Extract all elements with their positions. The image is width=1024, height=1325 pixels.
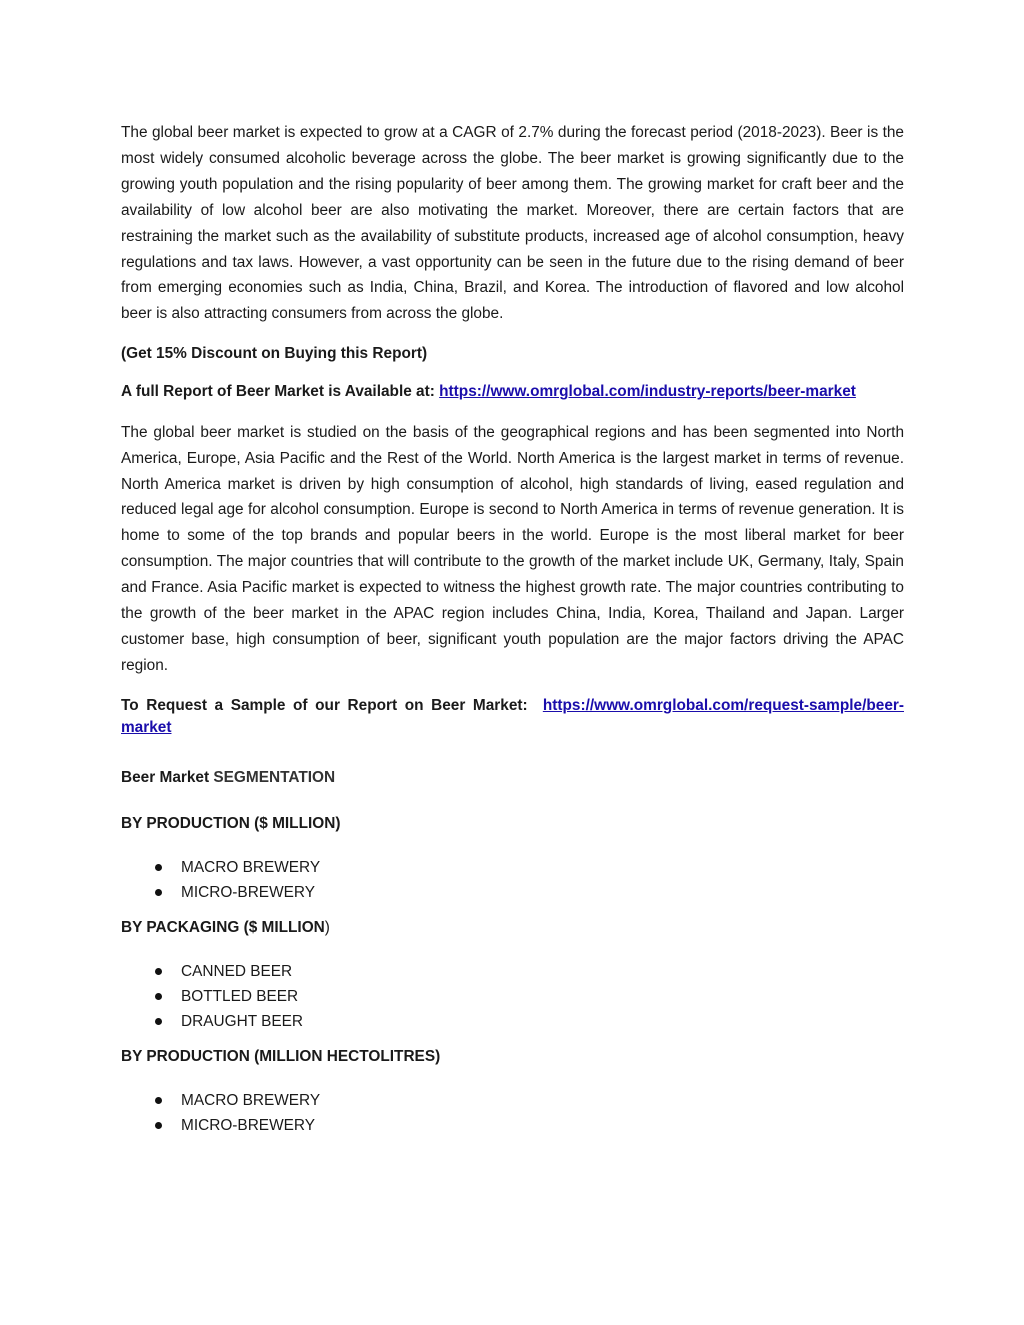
segment-heading-text: BY PRODUCTION ($ MILLION): [121, 814, 341, 832]
segment-heading-text: BY PRODUCTION (MILLION HECTOLITRES): [121, 1047, 441, 1065]
list-item-label: DRAUGHT BEER: [181, 1012, 304, 1030]
discount-text: (Get 15% Discount on Buying this Report): [121, 345, 428, 363]
list-item-label: CANNED BEER: [181, 962, 293, 980]
regions-paragraph: The global beer market is studied on the basis of the geographical regions and has been segmented into North America, Europe, Asia Pacific and the Rest of the World. North America is the largest market in terms of revenue. North America market is driven by high consumption of alcohol, high standards of living, eased regulation and reduced legal age for alcohol consumption. Europe is second to North America in terms of revenue generation. It is home to some of the top brands and popular beers in the world. Europe is the most liberal market for beer consumption. The major countries that will contribute to the growth of the market include UK, Germany, Italy, Spain and France. Asia Pacific market is expected to witness the highest growth rate. The major countries contributing to the growth of the beer market in the APAC region includes China, India, Korea, Thailand and Japan. Larger customer base, high consumption of beer, significant youth population are the major factors driving the APAC region.: [121, 423, 904, 674]
sample-request-line: [121, 695, 904, 740]
list-item: [121, 959, 904, 984]
list-item-label: BOTTLED BEER: [181, 987, 299, 1005]
bullet-icon: [155, 993, 162, 1000]
segment-heading-text: BY PACKAGING ($ MILLION: [121, 918, 325, 936]
segment-heading: [121, 1046, 904, 1068]
bullet-icon: [155, 864, 162, 871]
list-item: [121, 855, 904, 880]
list-item-label: MICRO-BREWERY: [181, 883, 315, 901]
segment-list: [121, 1088, 904, 1138]
list-item: [121, 1113, 904, 1138]
sample-request-label: To Request a Sample of our Report on Beer Market:: [121, 696, 543, 714]
intro-paragraph: The global beer market is expected to grow at a CAGR of 2.7% during the forecast period (2018-2023). Beer is the most widely consumed alcoholic beverage across the globe. The beer market is growing significantly due to the growing youth population and the rising popularity of beer among them. The growing market for craft beer and the availability of low alcohol beer are also motivating the market. Moreover, there are certain factors that are restraining the market such as the availability of substitute products, increased age of alcohol consumption, heavy regulations and tax laws. However, a vast opportunity can be seen in the future due to the rising demand of beer from emerging economies such as India, China, Brazil, and Korea. The introduction of flavored and low alcohol beer is also attracting consumers from across the globe.: [121, 124, 904, 323]
full-report-label: A full Report of Beer Market is Available at:: [121, 383, 440, 401]
segment-list: [121, 959, 904, 1034]
list-item: [121, 1088, 904, 1113]
list-item: [121, 880, 904, 905]
list-item: [121, 1009, 904, 1034]
segmentation-title-prefix: Beer Market: [121, 768, 214, 786]
segment-heading-tail: ): [324, 918, 330, 936]
bullet-icon: [155, 1122, 162, 1129]
list-item-label: MACRO BREWERY: [181, 1091, 321, 1109]
segment-heading: [121, 813, 904, 835]
bullet-icon: [155, 968, 162, 975]
document-page: [121, 120, 904, 1150]
segmentation-title-accent: SEGMENTATION: [213, 768, 336, 786]
bullet-icon: [155, 1018, 162, 1025]
segmentation-title: [121, 767, 904, 789]
bullet-icon: [155, 1097, 162, 1104]
list-item-label: MACRO BREWERY: [181, 858, 321, 876]
full-report-link[interactable]: https://www.omrglobal.com/industry-reports/beer-market: [439, 383, 856, 401]
full-report-line: [121, 381, 904, 404]
sample-request-link[interactable]: https://www.omrglobal.com/request-sample/beer-market: [121, 696, 904, 737]
list-item-label: MICRO-BREWERY: [181, 1116, 315, 1134]
list-item: [121, 984, 904, 1009]
segment-list: [121, 855, 904, 905]
bullet-icon: [155, 889, 162, 896]
segment-heading: [121, 917, 904, 939]
